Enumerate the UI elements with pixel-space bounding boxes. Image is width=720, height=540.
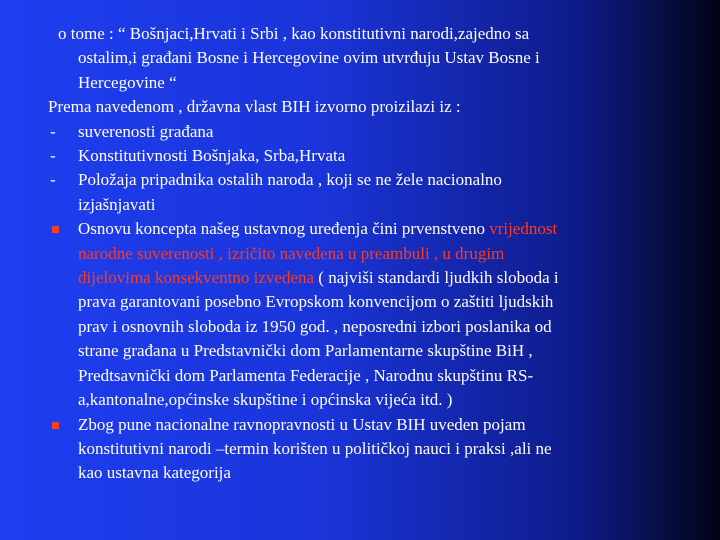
bullet-line: konstitutivni narodi –termin korišten u političkoj nauci i praksi ,ali ne bbox=[78, 438, 552, 458]
quote-line: Hercegovine “ bbox=[78, 72, 177, 92]
list-item-text: Položaja pripadnika ostalih naroda , koji se ne žele nacionalno bbox=[78, 170, 502, 190]
bullet-line: strane građana u Predstavnički dom Parlamentarne skupštine BiH , bbox=[78, 341, 533, 361]
square-bullet-icon bbox=[52, 226, 59, 233]
bullet-line: prav i osnovnih sloboda iz 1950 god. , neposredni izbori poslanika od bbox=[78, 316, 552, 336]
list-item-text: izjašnjavati bbox=[78, 194, 156, 214]
bullet-item-sovereignty bbox=[48, 217, 668, 412]
square-bullet-icon bbox=[52, 422, 59, 429]
dash-marker: - bbox=[50, 121, 56, 141]
slide-text bbox=[48, 22, 668, 486]
highlighted-text: narodne suverenosti , izričito navedena u preambuli , u drugim bbox=[78, 243, 505, 263]
highlighted-text: vrijednost bbox=[489, 219, 558, 239]
dash-list-item bbox=[48, 168, 668, 217]
quote-line: o tome : “ Bošnjaci,Hrvati i Srbi , kao konstitutivni narodi,zajedno sa bbox=[58, 24, 530, 43]
bullet-line bbox=[78, 217, 668, 241]
list-item-text: suverenosti građana bbox=[78, 121, 214, 141]
bullet-text: ( najviši standardi ljudkih sloboda i bbox=[314, 268, 559, 288]
bullet-line: a,kantonalne,općinske skupštine i općinska vijeća itd. ) bbox=[78, 390, 453, 410]
quote-line: ostalim,i građani Bosne i Hercegovine ovim utvrđuju Ustav Bosne i bbox=[78, 48, 540, 68]
bullet-line: prava garantovani posebno Evropskom konvencijom o zaštiti ljudskih bbox=[78, 292, 554, 312]
dash-marker: - bbox=[50, 146, 56, 166]
bullet-line: Zbog pune nacionalne ravnopravnosti u Ustav BIH uveden pojam bbox=[78, 414, 526, 434]
highlighted-text: dijelovima konsekventno izvedena bbox=[78, 268, 315, 288]
bullet-line bbox=[78, 266, 668, 290]
dash-list-item bbox=[48, 144, 668, 168]
dash-marker: - bbox=[50, 170, 56, 190]
intro-text: Prema navedenom , državna vlast BIH izvorno proizilazi iz : bbox=[48, 97, 461, 117]
bullet-line: Predtsavnički dom Parlamenta Federacije , Narodnu skupštinu RS- bbox=[78, 365, 534, 385]
dash-list-item bbox=[48, 120, 668, 144]
constitution-quote bbox=[48, 22, 668, 95]
bullet-text: Osnovu koncepta našeg ustavnog uređenja čini prvenstveno bbox=[78, 219, 490, 239]
bullet-line: kao ustavna kategorija bbox=[78, 463, 231, 483]
list-item-text: Konstitutivnosti Bošnjaka, Srba,Hrvata bbox=[78, 146, 346, 166]
bullet-item-constituent-peoples bbox=[48, 413, 668, 486]
